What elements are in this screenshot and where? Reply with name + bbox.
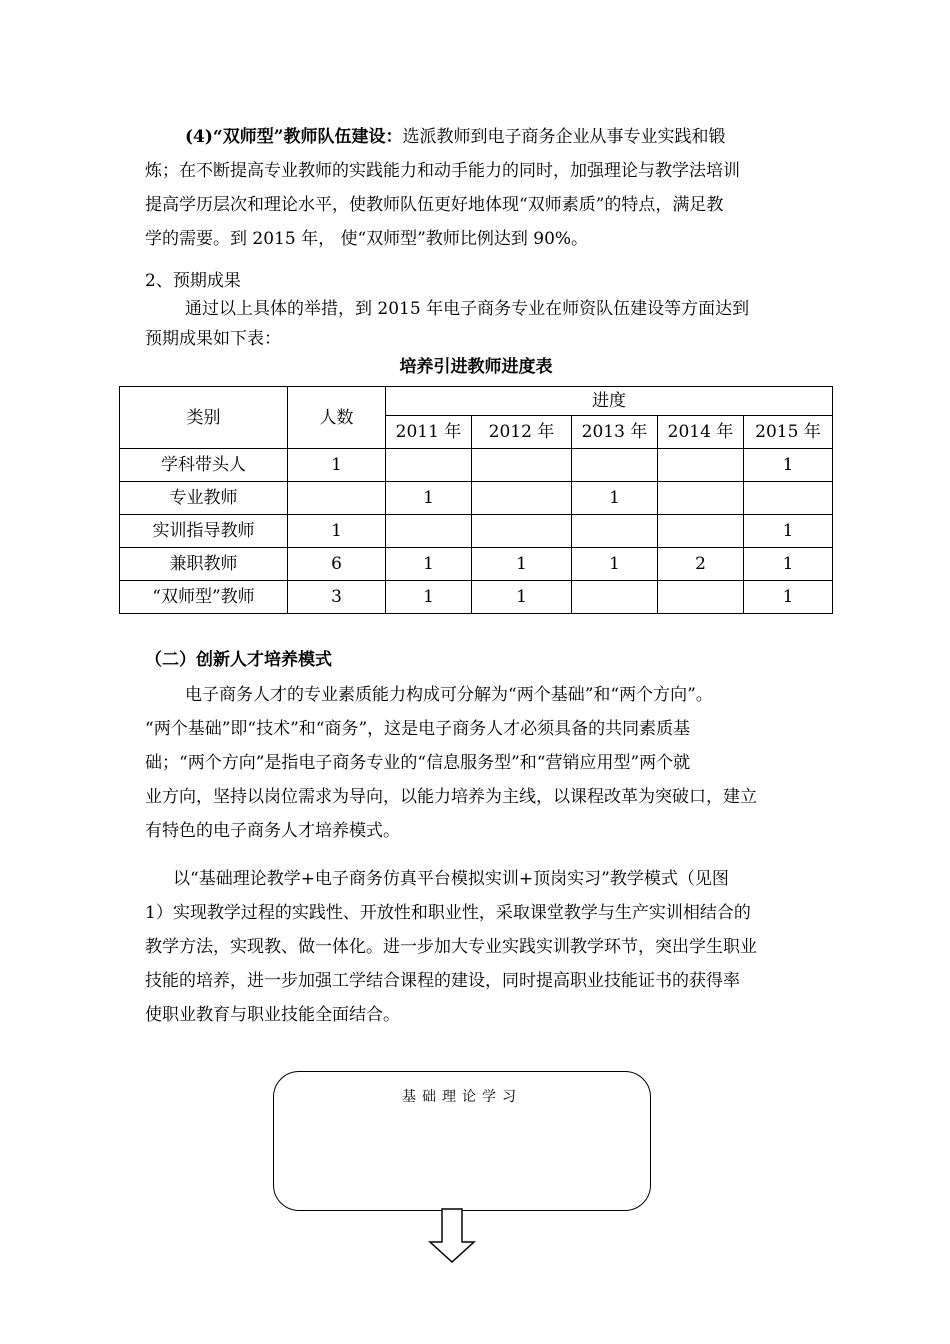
row-cell: 1 bbox=[472, 581, 572, 614]
section1-line-2: 炼；在不断提高专业教师的实践能力和动手能力的同时，加强理论与教学法培训 bbox=[145, 161, 740, 181]
flow-box-theory bbox=[273, 1071, 651, 1211]
row-cell: 1 bbox=[744, 449, 833, 482]
row-count: 3 bbox=[288, 581, 386, 614]
row-category: “双师型”教师 bbox=[120, 581, 288, 614]
header-category: 类别 bbox=[120, 387, 288, 449]
flow-box-label: 基础理论学习 bbox=[402, 1089, 522, 1105]
row-category: 专业教师 bbox=[120, 482, 288, 515]
expected-line-1: 通过以上具体的举措，到 2015 年电子商务专业在师资队伍建设等方面达到 bbox=[185, 299, 750, 319]
row-cell: 1 bbox=[472, 548, 572, 581]
row-cell: 1 bbox=[572, 548, 658, 581]
table-row bbox=[120, 482, 833, 515]
header-year: 2014 年 bbox=[658, 416, 744, 449]
row-count bbox=[288, 482, 386, 515]
header-year: 2015 年 bbox=[744, 416, 833, 449]
row-cell: 2 bbox=[658, 548, 744, 581]
row-cell bbox=[744, 482, 833, 515]
row-cell bbox=[386, 515, 472, 548]
progress-table bbox=[119, 386, 833, 614]
row-count: 6 bbox=[288, 548, 386, 581]
table-title: 培养引进教师进度表 bbox=[399, 357, 553, 377]
row-category: 实训指导教师 bbox=[120, 515, 288, 548]
row-cell bbox=[658, 581, 744, 614]
row-cell bbox=[658, 449, 744, 482]
row-cell: 1 bbox=[744, 548, 833, 581]
row-cell: 1 bbox=[386, 548, 472, 581]
section1-paragraph bbox=[145, 120, 805, 256]
header-year: 2011 年 bbox=[386, 416, 472, 449]
expected-paragraph bbox=[145, 294, 805, 354]
row-cell bbox=[472, 449, 572, 482]
table-header-row bbox=[120, 387, 833, 416]
section2-p2-line: 技能的培养，进一步加强工学结合课程的建设，同时提高职业技能证书的获得率 bbox=[145, 971, 740, 991]
row-count: 1 bbox=[288, 515, 386, 548]
table-row bbox=[120, 515, 833, 548]
row-category: 兼职教师 bbox=[120, 548, 288, 581]
section1-line-3: 提高学历层次和理论水平，使教师队伍更好地体现“双师素质”的特点，满足教 bbox=[145, 195, 724, 215]
section1-line-1: 选派教师到电子商务企业从事专业实践和锻 bbox=[402, 127, 726, 147]
section2-p2-line: 教学方法，实现教、做一体化。进一步加大专业实践实训教学环节，突出学生职业 bbox=[145, 937, 757, 957]
table-row bbox=[120, 548, 833, 581]
header-year: 2013 年 bbox=[572, 416, 658, 449]
row-cell bbox=[572, 581, 658, 614]
section2-p2-line: 1）实现教学过程的实践性、开放性和职业性，采取课堂教学与生产实训相结合的 bbox=[145, 903, 751, 923]
row-cell bbox=[658, 515, 744, 548]
section1-heading: (4)“双师型”教师队伍建设： bbox=[185, 127, 403, 147]
row-cell bbox=[572, 515, 658, 548]
section2-p1-line: 有特色的电子商务人才培养模式。 bbox=[145, 821, 400, 841]
expected-heading: 2、预期成果 bbox=[145, 271, 241, 291]
table-row bbox=[120, 449, 833, 482]
row-cell bbox=[572, 449, 658, 482]
section2-p1-line: 础；“两个方向”是指电子商务专业的“信息服务型”和“营销应用型”两个就 bbox=[145, 753, 691, 773]
row-cell: 1 bbox=[386, 581, 472, 614]
table-row bbox=[120, 581, 833, 614]
row-cell: 1 bbox=[744, 581, 833, 614]
row-cell bbox=[386, 449, 472, 482]
row-cell bbox=[472, 515, 572, 548]
section2-p1-line: 业方向，坚持以岗位需求为导向，以能力培养为主线，以课程改革为突破口，建立 bbox=[145, 787, 757, 807]
header-count: 人数 bbox=[288, 387, 386, 449]
expected-line-2: 预期成果如下表： bbox=[145, 329, 281, 349]
row-category: 学科带头人 bbox=[120, 449, 288, 482]
down-arrow-icon bbox=[428, 1208, 476, 1264]
row-cell: 1 bbox=[572, 482, 658, 515]
section2-p1-line: “两个基础”即“技术”和“商务”，这是电子商务人才必须具备的共同素质基 bbox=[145, 719, 691, 739]
row-cell bbox=[472, 482, 572, 515]
row-cell bbox=[658, 482, 744, 515]
section2-p1-line: 电子商务人才的专业素质能力构成可分解为“两个基础”和“两个方向”。 bbox=[185, 685, 713, 705]
section2-p2-line: 以“基础理论教学+电子商务仿真平台模拟实训+顶岗实习”教学模式（见图 bbox=[173, 869, 729, 889]
row-count: 1 bbox=[288, 449, 386, 482]
section1-line-4: 学的需要。到 2015 年， 使“双师型”教师比例达到 90%。 bbox=[145, 229, 589, 249]
header-progress: 进度 bbox=[386, 387, 833, 416]
section2-p2-line: 使职业教育与职业技能全面结合。 bbox=[145, 1005, 400, 1025]
header-year: 2012 年 bbox=[472, 416, 572, 449]
row-cell: 1 bbox=[744, 515, 833, 548]
section2-heading: （二）创新人才培养模式 bbox=[145, 650, 332, 670]
section2-paragraph-1 bbox=[145, 678, 805, 848]
section2-paragraph-2 bbox=[145, 862, 805, 1032]
row-cell: 1 bbox=[386, 482, 472, 515]
